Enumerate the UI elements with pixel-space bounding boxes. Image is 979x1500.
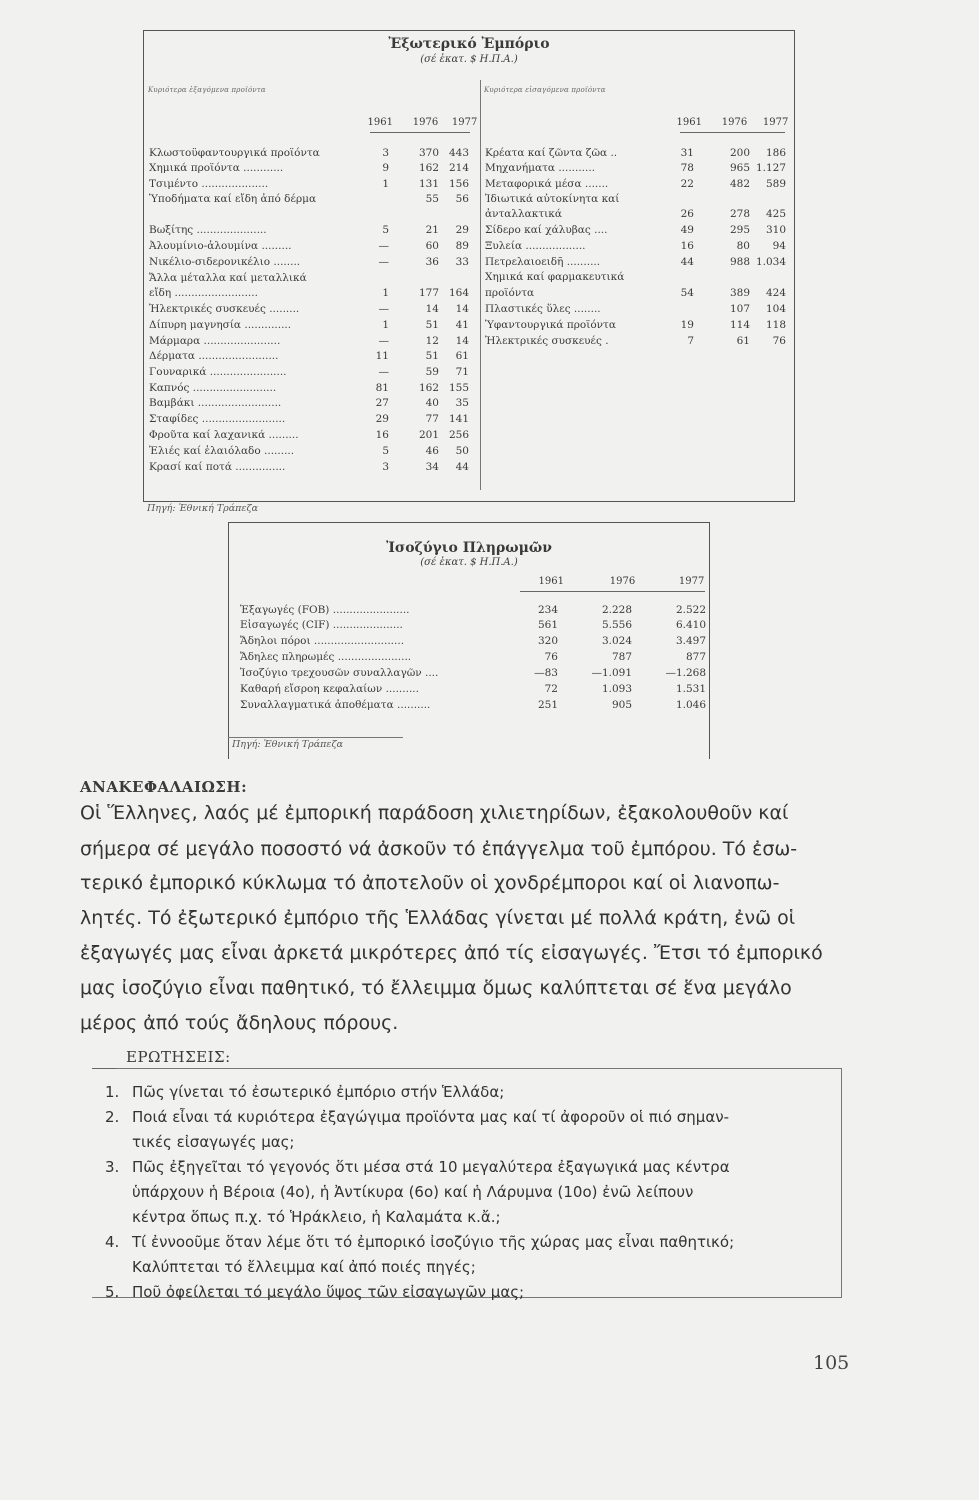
summary-heading: ΑΝΑΚΕΦΑΛΑΙΩΣΗ: bbox=[80, 778, 248, 796]
value-1976: 1.093 bbox=[601, 683, 632, 695]
value-1977: 214 bbox=[448, 162, 469, 174]
summary-line: τερικό ἐμπορικό κύκλωμα τό ἀποτελοῦν οἱ χονδρέμποροι καί οἱ λιανοπω- bbox=[80, 872, 780, 894]
value-1977: 3.497 bbox=[675, 635, 706, 647]
row-label: Ἰσοζύγιο τρεχουσῶν συναλλαγῶν .... bbox=[240, 667, 439, 679]
row-label: Πετρελαιοειδῆ .......... bbox=[485, 256, 601, 268]
exports-header-rule bbox=[370, 132, 470, 133]
row-label: Τσιμέντο .................... bbox=[149, 178, 269, 190]
value-1976: 370 bbox=[418, 147, 439, 159]
value-1961: — bbox=[378, 256, 389, 268]
value-1961: 320 bbox=[537, 635, 558, 647]
export-row bbox=[149, 397, 474, 410]
value-1976: 162 bbox=[418, 162, 439, 174]
value-1976: 107 bbox=[729, 303, 750, 315]
value-1977: 71 bbox=[455, 366, 469, 378]
row-label: Ἐλιές καί ἐλαιόλαδο ......... bbox=[149, 445, 295, 457]
value-1977: 425 bbox=[765, 208, 786, 220]
row-label: Εἰσαγωγές (CIF) ..................... bbox=[240, 619, 403, 631]
export-row bbox=[149, 366, 474, 379]
value-1977: 1.034 bbox=[755, 256, 786, 268]
value-1976: 77 bbox=[425, 413, 439, 425]
value-1961: 49 bbox=[680, 224, 694, 236]
value-1977: 56 bbox=[455, 193, 469, 205]
value-1961: 78 bbox=[680, 162, 694, 174]
value-1961: 251 bbox=[537, 699, 558, 711]
foreign-trade-title: Ἐξωτερικό Ἐμπόριο bbox=[388, 36, 550, 52]
row-label: προϊόντα bbox=[485, 287, 535, 299]
value-1977: 256 bbox=[448, 429, 469, 441]
page-number: 105 bbox=[813, 1352, 850, 1374]
import-row bbox=[485, 256, 790, 269]
imports-year-header bbox=[674, 117, 788, 128]
value-1977: 50 bbox=[455, 445, 469, 457]
value-1977: 35 bbox=[455, 397, 469, 409]
row-label: Μεταφορικά μέσα ....... bbox=[485, 178, 609, 190]
balance-of-payments-title: Ἰσοζύγιο Πληρωμῶν bbox=[386, 540, 552, 556]
value-1976: 51 bbox=[425, 319, 439, 331]
year-1977: 1977 bbox=[762, 117, 789, 128]
value-1977: 1.127 bbox=[755, 162, 786, 174]
value-1977: 33 bbox=[455, 256, 469, 268]
value-1961: 3 bbox=[382, 147, 389, 159]
value-1977: 41 bbox=[455, 319, 469, 331]
value-1977: 141 bbox=[448, 413, 469, 425]
question-number: 5. bbox=[105, 1283, 120, 1301]
value-1977: 877 bbox=[685, 651, 706, 663]
year-1976: 1976 bbox=[412, 117, 439, 128]
row-label: Ἰδιωτικά αὐτοκίνητα καί bbox=[485, 193, 620, 205]
questions-heading: ΕΡΩΤΗΣΕΙΣ: bbox=[118, 1048, 239, 1066]
value-1976: 988 bbox=[729, 256, 750, 268]
value-1961: 1 bbox=[382, 287, 389, 299]
value-1977: 118 bbox=[765, 319, 786, 331]
value-1976: 51 bbox=[425, 350, 439, 362]
value-1961: 26 bbox=[680, 208, 694, 220]
row-label: Συναλλαγματικά ἀποθέματα .......... bbox=[240, 699, 431, 711]
value-1976: 34 bbox=[425, 461, 439, 473]
value-1976: 295 bbox=[729, 224, 750, 236]
value-1977: 155 bbox=[448, 382, 469, 394]
import-row bbox=[485, 224, 790, 237]
value-1976: 14 bbox=[425, 303, 439, 315]
value-1961: 29 bbox=[375, 413, 389, 425]
import-row bbox=[485, 287, 790, 300]
row-label: Ἐξαγωγές (FOB) ....................... bbox=[240, 604, 410, 616]
value-1976: 162 bbox=[418, 382, 439, 394]
value-1961: — bbox=[378, 366, 389, 378]
value-1977: 94 bbox=[772, 240, 786, 252]
row-label: Σίδερο καί χάλυβας .... bbox=[485, 224, 608, 236]
questions-rule-left bbox=[92, 1068, 116, 1069]
export-row bbox=[149, 193, 474, 206]
value-1977: 186 bbox=[765, 147, 786, 159]
question-text: Ποιά εἶναι τά κυριότερα ἐξαγώγιμα προϊόντα μας καί τί ἀφοροῦν οἱ πιό σημαν- bbox=[132, 1108, 730, 1126]
value-1977: 14 bbox=[455, 303, 469, 315]
value-1976: 12 bbox=[425, 335, 439, 347]
import-row bbox=[485, 178, 790, 191]
bop-row bbox=[240, 667, 710, 680]
row-label: Βαμβάκι ......................... bbox=[149, 397, 282, 409]
export-row bbox=[149, 429, 474, 442]
row-label: Σταφίδες ......................... bbox=[149, 413, 286, 425]
row-label: Βωξίτης ..................... bbox=[149, 224, 267, 236]
value-1976: 131 bbox=[418, 178, 439, 190]
value-1961: — bbox=[378, 240, 389, 252]
question-text: Τί ἐννοοῦμε ὅταν λέμε ὅτι τό ἐμπορικό ἰσοζύγιο τῆς χώρας μας εἶναι παθητικό; bbox=[132, 1233, 735, 1251]
imports-heading: Κυριότερα εἰσαγόμενα προϊόντα bbox=[484, 86, 606, 94]
year-1976: 1976 bbox=[721, 117, 748, 128]
value-1961: 5 bbox=[382, 224, 389, 236]
row-label: Φροῦτα καί λαχανικά ......... bbox=[149, 429, 299, 441]
bop-header-rule bbox=[520, 591, 705, 592]
value-1976: 114 bbox=[729, 319, 750, 331]
question-number: 1. bbox=[105, 1083, 120, 1101]
value-1961: 31 bbox=[680, 147, 694, 159]
value-1977: 61 bbox=[455, 350, 469, 362]
value-1976: 965 bbox=[729, 162, 750, 174]
question-number: 2. bbox=[105, 1108, 120, 1126]
value-1977: 1.531 bbox=[675, 683, 706, 695]
value-1976: 5.556 bbox=[601, 619, 632, 631]
value-1977: 310 bbox=[765, 224, 786, 236]
row-label: Ἄδηλες πληρωμές ...................... bbox=[240, 651, 412, 663]
export-row bbox=[149, 350, 474, 363]
row-label: Δέρματα ........................ bbox=[149, 350, 279, 362]
bop-row bbox=[240, 699, 710, 712]
value-1977: 89 bbox=[455, 240, 469, 252]
value-1976: 60 bbox=[425, 240, 439, 252]
export-row bbox=[149, 413, 474, 426]
value-1976: 55 bbox=[425, 193, 439, 205]
value-1961: — bbox=[378, 335, 389, 347]
question-text: Πῶς ἐξηγεῖται τό γεγονός ὅτι μέσα στά 10 μεγαλύτερα ἐξαγωγικά μας κέντρα bbox=[132, 1158, 730, 1176]
question-text: ὑπάρχουν ἡ Βέροια (4ο), ἡ Ἀντίκυρα (6ο) καί ἡ Λάρυμνα (10ο) ἐνῶ λείπουν bbox=[132, 1183, 694, 1201]
bop-row bbox=[240, 619, 710, 632]
export-row bbox=[149, 162, 474, 175]
value-1961: —83 bbox=[534, 667, 558, 679]
row-label: Ξυλεία .................. bbox=[485, 240, 586, 252]
value-1976: 40 bbox=[425, 397, 439, 409]
import-row bbox=[485, 303, 790, 316]
export-row bbox=[149, 461, 474, 474]
row-label: Ἄδηλοι πόροι ........................... bbox=[240, 635, 405, 647]
row-label: Κλωστοϋφαντουργικά προϊόντα bbox=[149, 147, 320, 159]
question-number: 4. bbox=[105, 1233, 120, 1251]
exports-heading: Κυριότερα ἐξαγόμενα προϊόντα bbox=[148, 86, 266, 94]
value-1976: 200 bbox=[729, 147, 750, 159]
row-label: Καπνός ......................... bbox=[149, 382, 277, 394]
value-1961: 1 bbox=[382, 319, 389, 331]
value-1977: 76 bbox=[772, 335, 786, 347]
summary-line: μέρος ἀπό τούς ἄδηλους πόρους. bbox=[80, 1012, 399, 1034]
value-1976: 389 bbox=[729, 287, 750, 299]
row-label: Ἠλεκτρικές συσκευές . bbox=[485, 335, 609, 347]
import-row bbox=[485, 162, 790, 175]
question-text: τικές εἰσαγωγές μας; bbox=[132, 1133, 295, 1151]
value-1961: 44 bbox=[680, 256, 694, 268]
trade-source: Πηγή: Ἐθνική Τράπεζα bbox=[147, 503, 259, 514]
question-text: κέντρα ὅπως π.χ. τό Ἡράκλειο, ἡ Καλαμάτα κ.ἄ.; bbox=[132, 1208, 501, 1226]
row-label: Δίπυρη μαγνησία .............. bbox=[149, 319, 292, 331]
value-1961: 7 bbox=[687, 335, 694, 347]
export-row bbox=[149, 445, 474, 458]
value-1961: 54 bbox=[680, 287, 694, 299]
value-1977: 164 bbox=[448, 287, 469, 299]
value-1961: 76 bbox=[544, 651, 558, 663]
row-label: Ἠλεκτρικές συσκευές ......... bbox=[149, 303, 300, 315]
summary-line: λητές. Τό ἐξωτερικό ἐμπόριο τῆς Ἑλλάδας γίνεται μέ πολλά κράτη, ἐνῶ οἱ bbox=[80, 907, 796, 929]
value-1977: 1.046 bbox=[675, 699, 706, 711]
value-1961: 22 bbox=[680, 178, 694, 190]
imports-header-rule bbox=[680, 132, 785, 133]
import-row bbox=[485, 208, 790, 221]
bop-row bbox=[240, 604, 710, 617]
year-1976: 1976 bbox=[609, 576, 636, 587]
value-1976: 787 bbox=[611, 651, 632, 663]
value-1977: —1.268 bbox=[665, 667, 706, 679]
value-1961: 72 bbox=[544, 683, 558, 695]
row-label: Νικέλιο-σιδερονικέλιο ........ bbox=[149, 256, 301, 268]
row-label: Χημικά καί φαρμακευτικά bbox=[485, 271, 625, 283]
value-1961: 27 bbox=[375, 397, 389, 409]
value-1976: 36 bbox=[425, 256, 439, 268]
export-row bbox=[149, 287, 474, 300]
export-row bbox=[149, 240, 474, 253]
bop-source-rule bbox=[228, 737, 403, 738]
year-1961: 1961 bbox=[676, 117, 702, 128]
value-1976: 2.228 bbox=[601, 604, 632, 616]
row-label: Καθαρή εἴσροη κεφαλαίων .......... bbox=[240, 683, 419, 695]
exports-year-header bbox=[365, 117, 477, 128]
value-1961: 3 bbox=[382, 461, 389, 473]
value-1961: 9 bbox=[382, 162, 389, 174]
export-row bbox=[149, 147, 474, 160]
row-label: Κρέατα καί ζῶντα ζῶα .. bbox=[485, 147, 618, 159]
bop-source: Πηγή: Ἐθνική Τράπεζα bbox=[232, 739, 344, 750]
value-1977: 424 bbox=[765, 287, 786, 299]
bop-row bbox=[240, 651, 710, 664]
summary-line: μας ἰσοζύγιο εἶναι παθητικό, τό ἔλλειμμα ὅμως καλύπτεται σέ ἕνα μεγάλο bbox=[80, 977, 792, 999]
value-1961: 1 bbox=[382, 178, 389, 190]
balance-of-payments-subtitle: (σέ ἑκατ. $ Η.Π.Α.) bbox=[420, 557, 518, 568]
import-row bbox=[485, 193, 790, 206]
row-label: Ὑφαντουργικά προϊόντα bbox=[485, 319, 616, 331]
value-1977: 104 bbox=[765, 303, 786, 315]
question-text: Καλύπτεται τό ἔλλειμμα καί ἀπό ποιές πηγές; bbox=[132, 1258, 476, 1276]
row-label: Μηχανήματα ........... bbox=[485, 162, 596, 174]
value-1961: 561 bbox=[537, 619, 558, 631]
value-1976: —1.091 bbox=[591, 667, 632, 679]
export-row bbox=[149, 303, 474, 316]
value-1977: 589 bbox=[765, 178, 786, 190]
value-1961: 16 bbox=[375, 429, 389, 441]
value-1961: — bbox=[378, 303, 389, 315]
value-1976: 905 bbox=[611, 699, 632, 711]
value-1976: 201 bbox=[418, 429, 439, 441]
summary-line: Οἱ Ἕλληνες, λαός μέ ἐμπορική παράδοση χιλιετηρίδων, ἐξακολουθοῦν καί bbox=[80, 802, 789, 824]
value-1961: 81 bbox=[375, 382, 389, 394]
value-1977: 156 bbox=[448, 178, 469, 190]
export-row bbox=[149, 272, 474, 285]
year-1961: 1961 bbox=[538, 576, 564, 587]
value-1976: 59 bbox=[425, 366, 439, 378]
summary-line: ἐξαγωγές μας εἶναι ἀρκετά μικρότερες ἀπό τίς εἰσαγωγές. Ἔτσι τό ἐμπορικό bbox=[80, 942, 823, 964]
value-1976: 80 bbox=[736, 240, 750, 252]
row-label: Ἄλλα μέταλλα καί μεταλλικά bbox=[149, 272, 307, 284]
value-1976: 61 bbox=[736, 335, 750, 347]
export-row bbox=[149, 178, 474, 191]
value-1961: 5 bbox=[382, 445, 389, 457]
value-1977: 29 bbox=[455, 224, 469, 236]
row-label: εἴδη ......................... bbox=[149, 287, 258, 299]
import-row bbox=[485, 147, 790, 160]
bop-row bbox=[240, 635, 710, 648]
export-row bbox=[149, 382, 474, 395]
summary-line: σήμερα σέ μεγάλο ποσοστό νά ἀσκοῦν τό ἐπάγγελμα τοῦ ἐμπόρου. Τό ἐσω- bbox=[80, 838, 798, 860]
import-row bbox=[485, 271, 790, 284]
row-label: Κρασί καί ποτά ............... bbox=[149, 461, 286, 473]
export-row bbox=[149, 319, 474, 332]
value-1976: 3.024 bbox=[601, 635, 632, 647]
export-row bbox=[149, 335, 474, 348]
value-1961: 234 bbox=[537, 604, 558, 616]
row-label: Μάρμαρα ....................... bbox=[149, 335, 281, 347]
value-1961: 16 bbox=[680, 240, 694, 252]
year-1977: 1977 bbox=[451, 117, 478, 128]
year-1961: 1961 bbox=[367, 117, 393, 128]
value-1976: 21 bbox=[425, 224, 439, 236]
value-1961: 11 bbox=[375, 350, 389, 362]
row-label: Πλαστικές ὕλες ........ bbox=[485, 303, 601, 315]
question-text: Πῶς γίνεται τό ἐσωτερικό ἐμπόριο στήν Ἑλλάδα; bbox=[132, 1083, 505, 1101]
import-row bbox=[485, 335, 790, 348]
value-1977: 6.410 bbox=[675, 619, 706, 631]
row-label: ἀνταλλακτικά bbox=[485, 208, 562, 220]
column-divider bbox=[480, 80, 481, 490]
export-row bbox=[149, 256, 474, 269]
row-label: Γουναρικά ....................... bbox=[149, 366, 287, 378]
foreign-trade-subtitle: (σέ ἑκατ. $ Η.Π.Α.) bbox=[420, 54, 518, 65]
import-row bbox=[485, 319, 790, 332]
value-1976: 482 bbox=[729, 178, 750, 190]
value-1976: 177 bbox=[418, 287, 439, 299]
export-row bbox=[149, 224, 474, 237]
question-text: Ποῦ ὀφείλεται τό μεγάλο ὕψος τῶν εἰσαγωγῶν μας; bbox=[132, 1283, 525, 1301]
value-1977: 443 bbox=[448, 147, 469, 159]
value-1976: 278 bbox=[729, 208, 750, 220]
value-1977: 44 bbox=[455, 461, 469, 473]
import-row bbox=[485, 240, 790, 253]
bop-row bbox=[240, 683, 710, 696]
row-label: Χημικά προϊόντα ............ bbox=[149, 162, 284, 174]
row-label: Ἀλουμίνιο-ἀλουμίνα ......... bbox=[149, 240, 292, 252]
value-1976: 46 bbox=[425, 445, 439, 457]
bop-year-header bbox=[524, 576, 704, 587]
value-1961: 19 bbox=[680, 319, 694, 331]
value-1977: 2.522 bbox=[675, 604, 706, 616]
question-number: 3. bbox=[105, 1158, 120, 1176]
value-1977: 14 bbox=[455, 335, 469, 347]
year-1977: 1977 bbox=[678, 576, 705, 587]
row-label: Ὑποδήματα καί εἴδη ἀπό δέρμα bbox=[149, 193, 317, 205]
